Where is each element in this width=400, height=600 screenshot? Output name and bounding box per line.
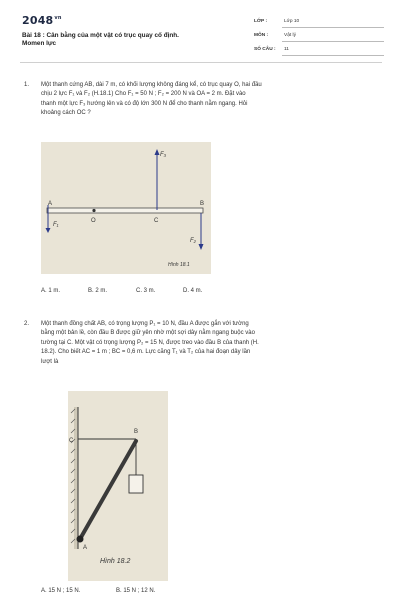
meta-class-key: LỚP : [254, 19, 268, 24]
meta-rule [282, 55, 384, 56]
question-1-line: chịu 2 lực F₁ và F₂ (H.18.1) Cho F₁ = 50 N ; F₂ = 200 N và OA = 2 m. Đặt vào [41, 91, 246, 98]
meta-subject [254, 33, 384, 42]
label-f2: F₂ [190, 238, 196, 244]
answer-option[interactable]: B. 15 N ; 12 N. [116, 588, 156, 594]
question-2-line: bằng một bản lề, còn đầu B được giữ yên nhờ một sợi dây nằm ngang buộc vào [41, 330, 255, 337]
question-2-line: tường tại C. Một vật có trọng lượng P₂ = 15 N, được treo vào đầu B của thanh (H. [41, 339, 259, 346]
figure-18-1-caption: Hình 18.1 [168, 262, 190, 268]
meta-count-value: 11 [284, 47, 289, 52]
logo-text: 2048 [22, 14, 54, 27]
rigid-bar [47, 208, 203, 213]
lesson-title [22, 32, 242, 48]
lesson-title-line1: Bài 18 : Cân bằng của một vật có trục quay cố định. [22, 32, 179, 39]
answer-option[interactable]: D. 4 m. [183, 288, 203, 294]
figure-18-2-caption: Hình 18.2 [100, 558, 131, 565]
meta-rule [282, 41, 384, 42]
wall [74, 407, 78, 549]
meta-count [254, 47, 384, 56]
question-1-text [41, 81, 383, 119]
question-1-line: khoảng cách OC ? [41, 110, 91, 117]
label-f1: F₁ [53, 222, 59, 228]
figure-18-2-drawing [68, 391, 168, 581]
hanging-weight [129, 475, 143, 493]
meta-class [254, 19, 384, 28]
answer-option[interactable]: A. 1 m. [41, 288, 61, 294]
question-2-text [41, 320, 383, 367]
label-b: B [200, 201, 205, 207]
meta-class-value: Lớp 10 [284, 19, 300, 24]
figure-background [68, 391, 168, 581]
figure-18-2 [68, 391, 168, 581]
site-logo[interactable] [22, 14, 62, 27]
question-2-line: Một thanh đồng chất AB, có trọng lượng P₁ = 10 N, đầu A được gắn với tường [41, 321, 249, 327]
label-b: B [134, 429, 139, 435]
meta-subject-key: MÔN : [254, 33, 269, 38]
label-c: C [154, 218, 159, 224]
figure-18-1-drawing [41, 142, 211, 274]
header-divider [20, 62, 382, 63]
question-2-answers [41, 588, 155, 594]
answer-option[interactable]: C. 3 m. [136, 288, 156, 294]
question-1-line: Một thanh cứng AB, dài 7 m, có khối lượng không đáng kể, có trục quay O, hai đầu [41, 82, 262, 88]
meta-subject-value: Vật lý [284, 33, 296, 38]
figure-18-1 [41, 142, 211, 274]
lesson-title-line2: Momen lực [22, 40, 57, 47]
logo-suffix: vn [54, 15, 62, 22]
question-2-number: 2. [24, 321, 30, 327]
meta-rule [282, 27, 384, 28]
answer-option[interactable]: B. 2 m. [88, 288, 108, 294]
answer-option[interactable]: A. 15 N ; 15 N. [41, 588, 81, 594]
question-1-number: 1. [24, 82, 30, 88]
label-f3: F₃ [160, 152, 167, 158]
label-c: C [69, 438, 74, 444]
label-o: O [91, 218, 96, 224]
question-2-line: 18.2). Cho biết AC = 1 m ; BC = 0,6 m. Lực căng T₁ và T₂ của hai đoạn dây lần [41, 349, 251, 356]
label-a: A [48, 201, 53, 207]
question-1-answers [41, 288, 202, 294]
hinge-icon [77, 536, 84, 543]
pivot-point [92, 209, 95, 212]
meta-count-key: SỐ CÂU : [254, 47, 276, 52]
question-1-line: thanh một lực F₃ hướng lên và có độ lớn 300 N để cho thanh nằm ngang. Hỏi [41, 100, 248, 107]
label-a: A [83, 545, 88, 551]
question-2-line: lượt là [41, 358, 59, 365]
